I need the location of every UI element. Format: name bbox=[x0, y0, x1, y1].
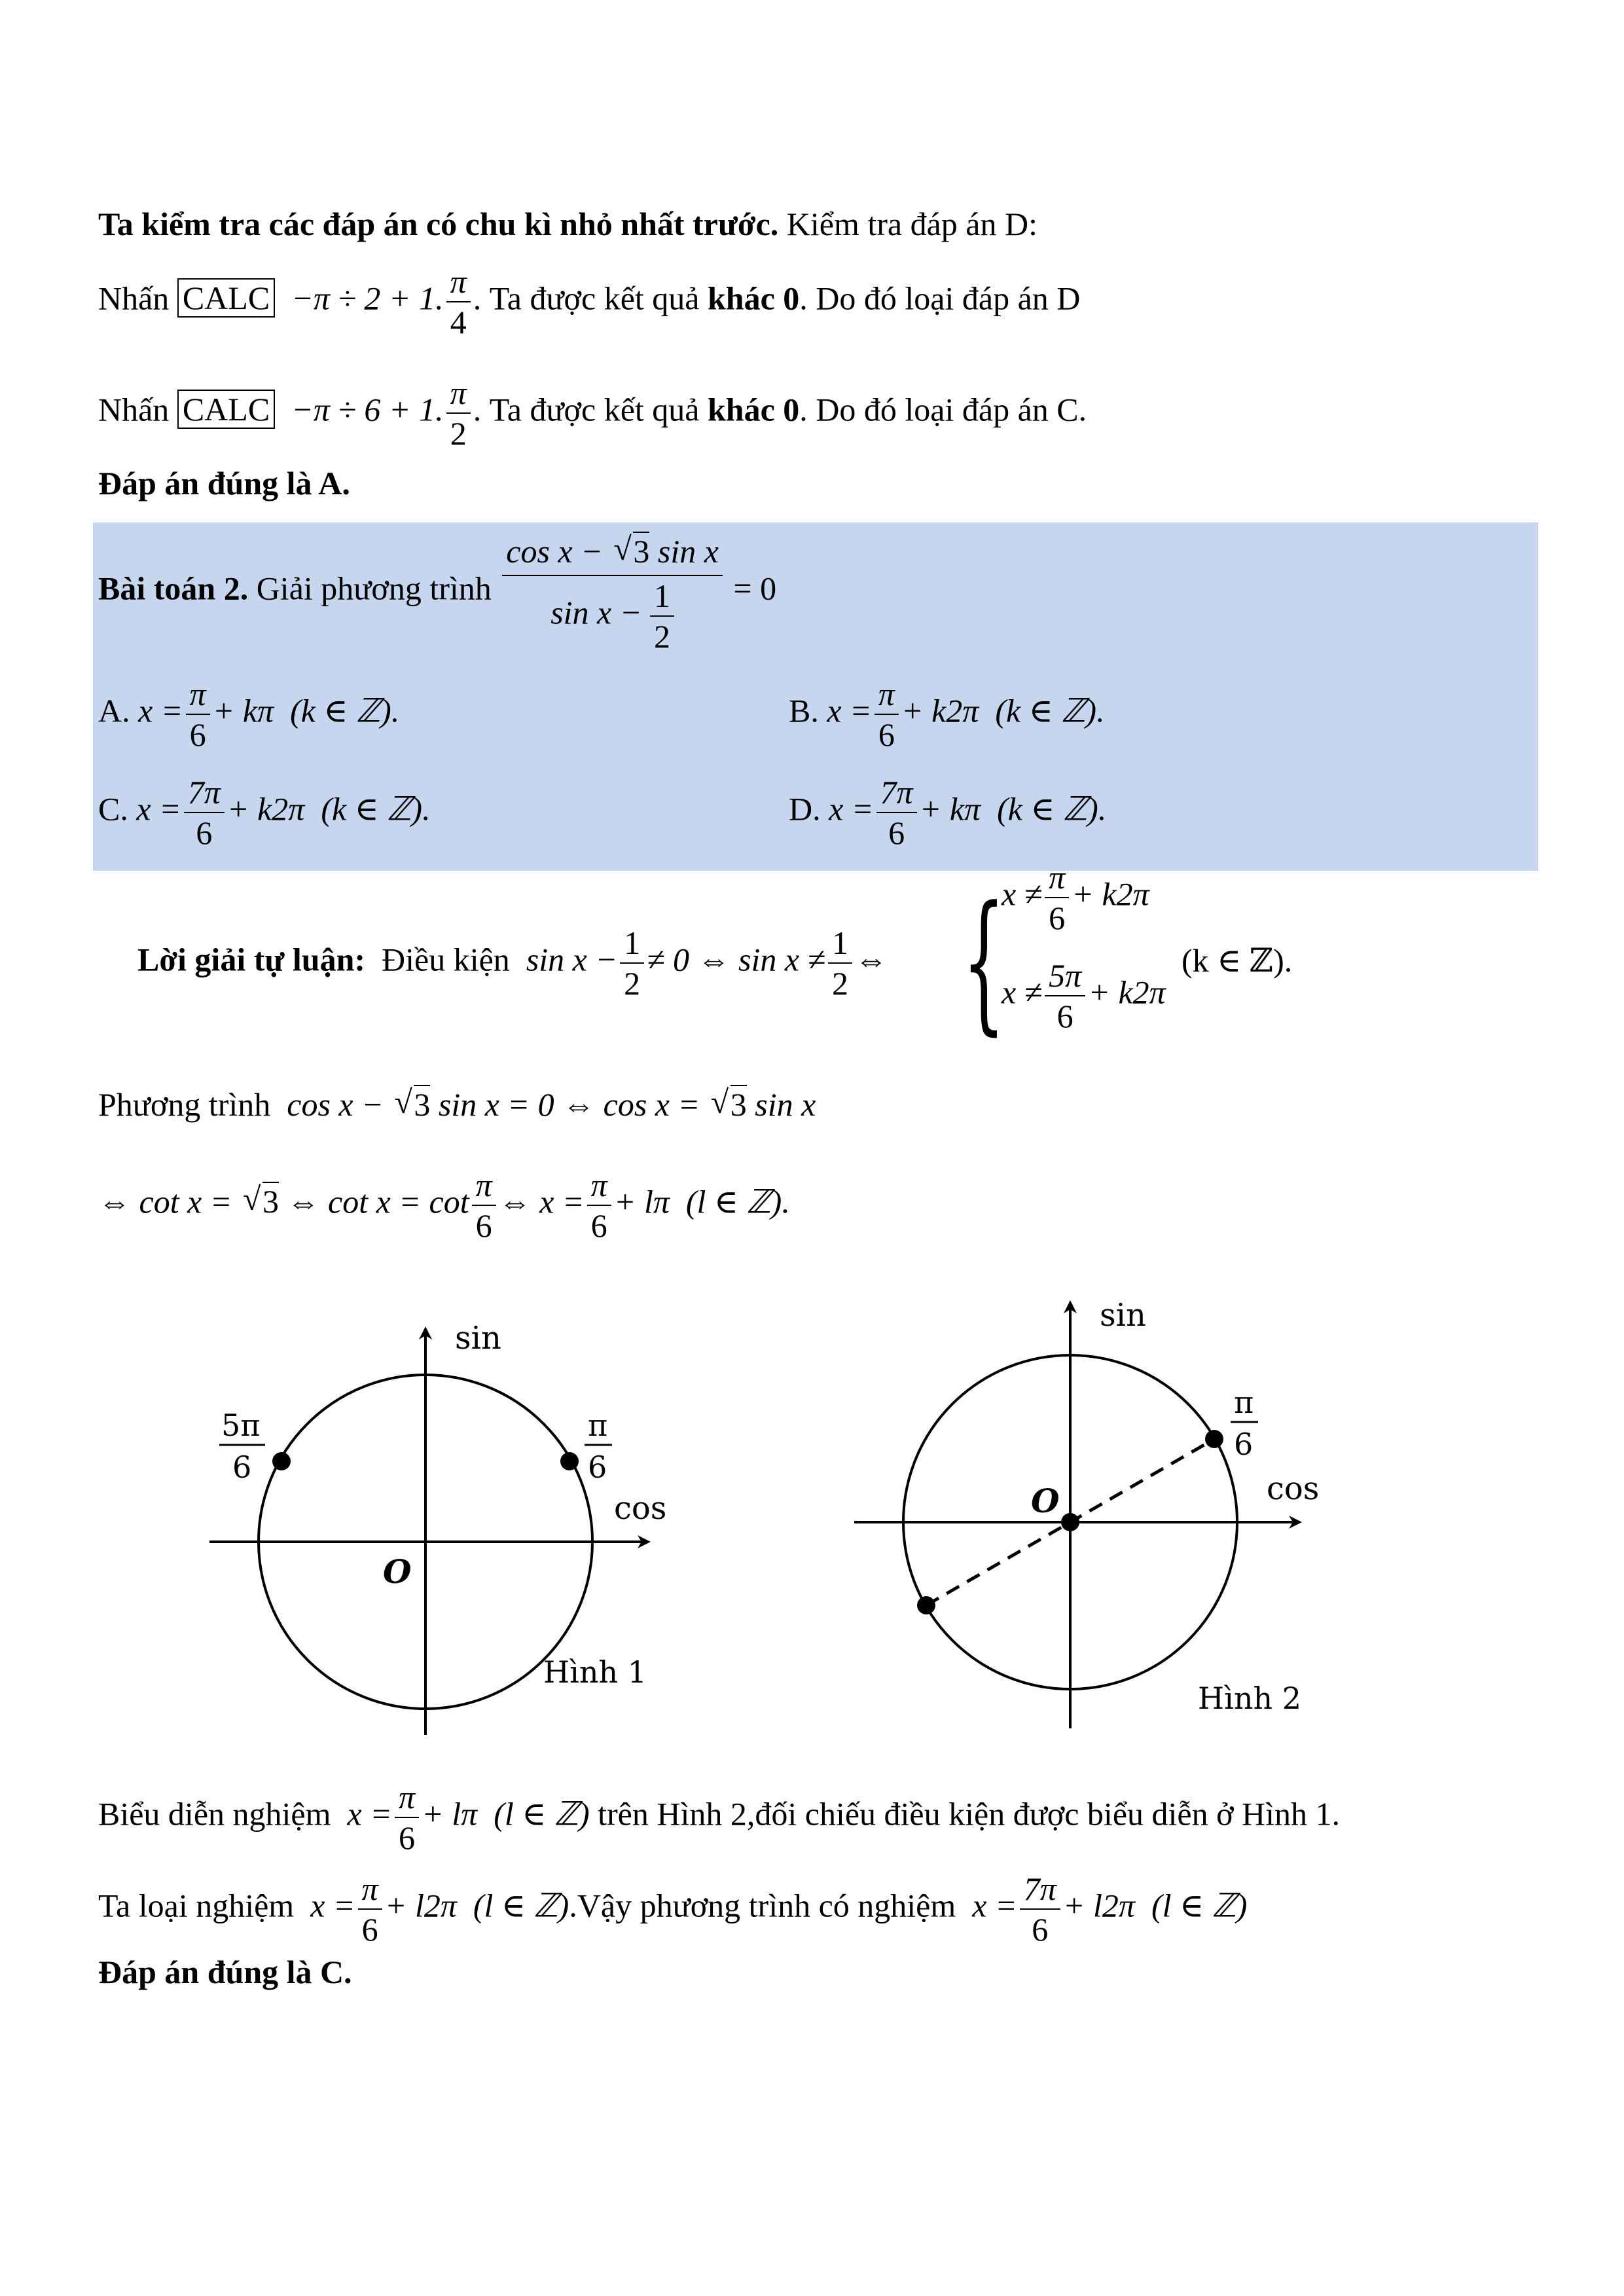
problem-label: Bài toán 2. bbox=[98, 570, 249, 607]
origin-point bbox=[1061, 1513, 1079, 1531]
label-5pi-den: 6 bbox=[232, 1449, 252, 1485]
press-text: Nhấn bbox=[98, 391, 170, 428]
label-pi-num: π bbox=[1234, 1385, 1254, 1420]
case-1: x ≠ $\frac{\pi}{6}$ + k2π bbox=[1001, 859, 1149, 936]
sin-label: sin bbox=[455, 1320, 501, 1357]
intro-line bbox=[98, 203, 1038, 245]
fraction: $\frac{\pi}{2}$ bbox=[446, 373, 471, 453]
label-pi-den: 6 bbox=[588, 1449, 607, 1485]
origin-label: O bbox=[1031, 1482, 1060, 1520]
unit-circle-figures bbox=[0, 1277, 1624, 1768]
calc-key: CALC bbox=[177, 390, 275, 429]
fig1-caption: Hình 1 bbox=[543, 1654, 647, 1690]
point-7pi-6 bbox=[917, 1596, 935, 1614]
condition-set: (k ∈ ℤ). bbox=[1182, 942, 1293, 979]
option-b: B. x = $\frac{\pi}{6}$ + k2π (k ∈ ℤ). bbox=[789, 676, 1105, 753]
fig2-caption: Hình 2 bbox=[1198, 1681, 1301, 1716]
final-answer: Đáp án đúng là C. bbox=[98, 1954, 352, 1990]
point-pi-6 bbox=[1205, 1430, 1223, 1448]
equation-line: Phương trình cos x − √ 3 sin x = 0 ⇔ cos x = √ 3 sin x bbox=[98, 1084, 816, 1125]
problem-rhs: = 0 bbox=[733, 570, 777, 607]
calc-text: . Ta được kết quả bbox=[473, 391, 708, 428]
label-5pi-num: 5π bbox=[221, 1408, 261, 1443]
figure-1 bbox=[209, 1320, 666, 1735]
problem-fraction: cos x − √ 3 sin x sin x − $\frac{1}{2}$ bbox=[502, 528, 723, 656]
cos-label: cos bbox=[614, 1490, 667, 1527]
calc-text: . Ta được kết quả bbox=[473, 280, 708, 317]
label-pi-num: π bbox=[588, 1408, 608, 1443]
option-a: A. x = $\frac{\pi}{6}$ + kπ (k ∈ ℤ). bbox=[98, 676, 400, 753]
answer-prev: Đáp án đúng là A. bbox=[98, 465, 350, 501]
sin-label: sin bbox=[1100, 1297, 1146, 1334]
conclusion-line-2: Ta loại nghiệm x = $\frac{\pi}{6}$ + l2π (l ∈ ℤ).Vậy phương trình có nghiệm x = $\frac{7\pi}{6}$ + l2π (l ∈ ℤ) bbox=[98, 1870, 1248, 1948]
case-2: x ≠ $\frac{5\pi}{6}$ + k2π bbox=[1001, 957, 1166, 1034]
calc-line-2 bbox=[98, 373, 1087, 453]
calc-line-1 bbox=[98, 262, 1080, 342]
press-text: Nhấn bbox=[98, 280, 170, 317]
label-pi-den: 6 bbox=[1234, 1427, 1254, 1462]
problem-statement bbox=[98, 528, 776, 656]
calc-text: . Do đó loại đáp án C. bbox=[799, 391, 1087, 428]
cos-label: cos bbox=[1267, 1470, 1320, 1507]
brace: { bbox=[962, 875, 1005, 1049]
solution-label: Lời giải tự luận: bbox=[137, 941, 366, 978]
fraction: $\frac{\pi}{4}$ bbox=[446, 262, 471, 342]
solution-condition: Lời giải tự luận: Điều kiện sin x − $\frac{1}{2}$ ≠ 0 ⇔ sin x ≠ $\frac{1}{2}$ ⇔ bbox=[137, 924, 888, 1002]
calc-expr: −π ÷ 2 + 1. bbox=[291, 280, 444, 317]
conclusion-line-1: Biểu diễn nghiệm x = $\frac{\pi}{6}$ + lπ (l ∈ ℤ) trên Hình 2,đối chiếu điều kiện được biểu diễn ở Hình 1. bbox=[98, 1779, 1341, 1856]
option-d: D. x = $\frac{7\pi}{6}$ + kπ (k ∈ ℤ). bbox=[789, 774, 1107, 851]
cot-line: ⇔ cot x = √ 3 ⇔ cot x = cot $\frac{\pi}{6}$ ⇔ x = $\frac{\pi}{6}$ + lπ (l ∈ ℤ). bbox=[98, 1165, 790, 1245]
point-5pi-6 bbox=[272, 1452, 291, 1470]
calc-text: . Do đó loại đáp án D bbox=[799, 280, 1081, 317]
point-pi-6 bbox=[560, 1452, 579, 1470]
intro-bold: Ta kiểm tra các đáp án có chu kì nhỏ nhất trước. bbox=[98, 206, 779, 242]
option-c: C. x = $\frac{7\pi}{6}$ + k2π (k ∈ ℤ). bbox=[98, 774, 431, 851]
origin-label: O bbox=[383, 1552, 412, 1591]
calc-expr: −π ÷ 6 + 1. bbox=[291, 391, 444, 428]
calc-bold: khác 0 bbox=[707, 280, 800, 317]
figure-2 bbox=[854, 1297, 1319, 1728]
calc-key: CALC bbox=[177, 278, 275, 318]
intro-rest: Kiểm tra đáp án D: bbox=[778, 206, 1038, 242]
problem-text: Giải phương trình bbox=[248, 570, 492, 607]
calc-bold: khác 0 bbox=[707, 391, 800, 428]
